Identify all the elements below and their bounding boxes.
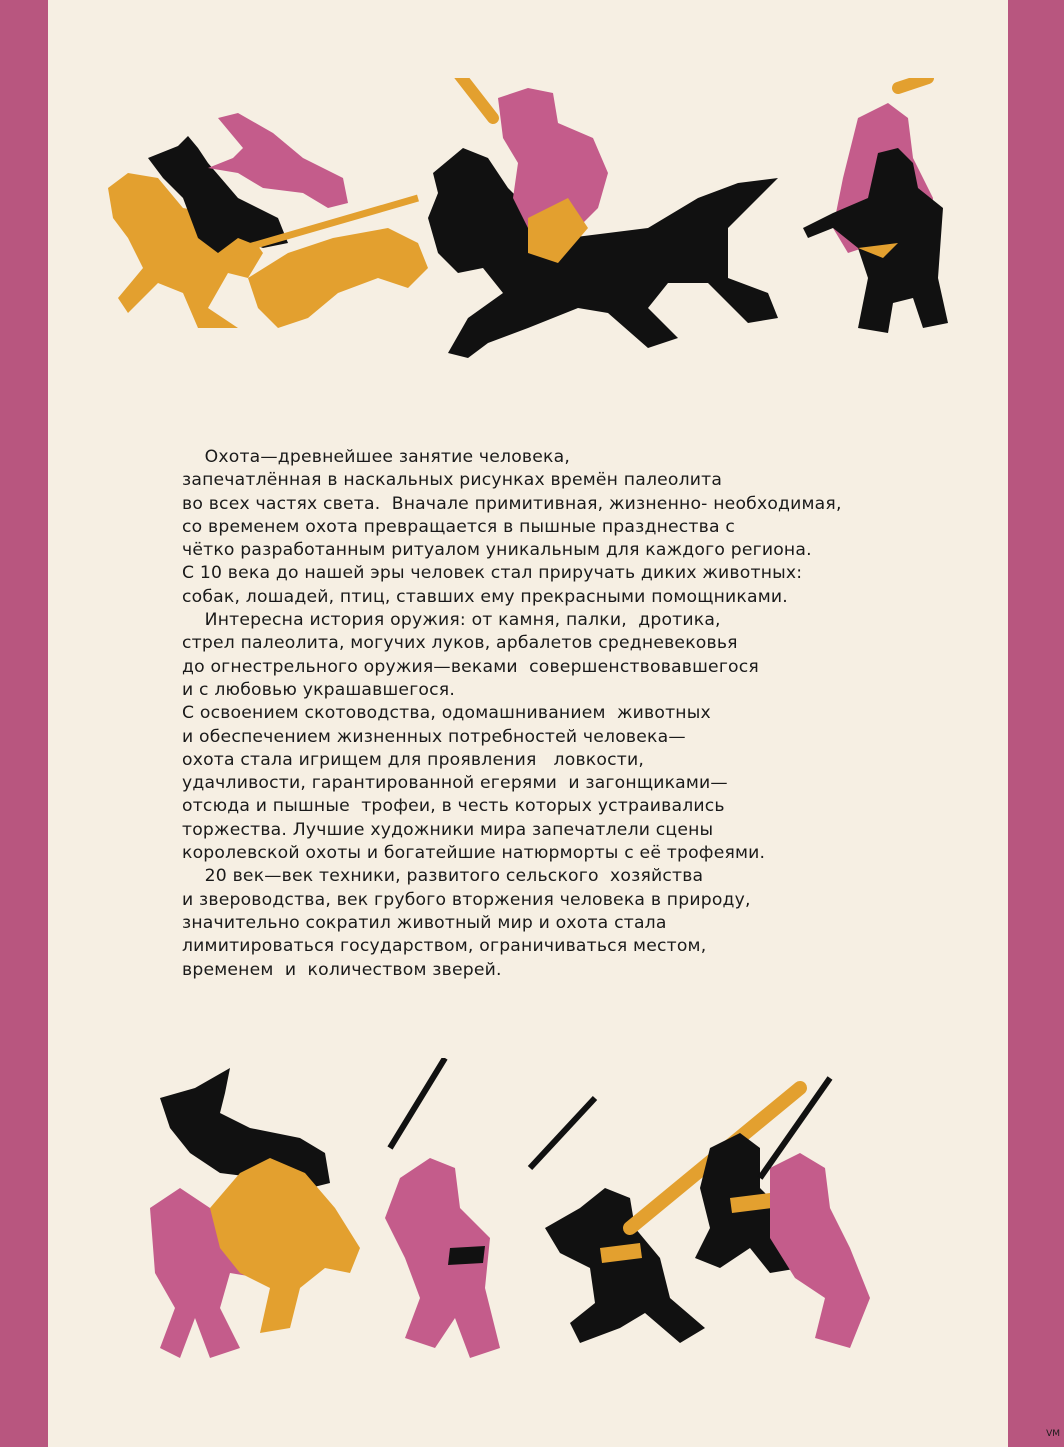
text-line: Охота—древнейшее занятие человека, (182, 447, 570, 467)
text-line: лимитироваться государством, ограничиваться местом, (182, 936, 707, 957)
corner-mark: VM (1046, 1429, 1060, 1439)
text-line: стрел палеолита, могучих луков, арбалетов средневековья (182, 633, 738, 654)
text-line: и звероводства, век грубого вторжения человека в природу, (182, 889, 751, 910)
text-line: С освоением скотоводства, одомашниванием животных (182, 703, 711, 724)
text-line: королевской охоты и богатейшие натюрморты с её трофеями. (182, 843, 766, 864)
text-line: удачливости, гарантированной егерями и загонщиками— (182, 773, 728, 794)
text-line: 20 век—век техники, развитого сельского хозяйства (182, 866, 704, 887)
text-line: значительно сократил животный мир и охота стала (182, 912, 667, 933)
text-line: во всех частях света. Вначале примитивная, жизненно- необходимая, (182, 493, 842, 514)
text-line: и с любовью украшавшегося. (182, 679, 455, 700)
text-line: до огнестрельного оружия—веками совершенствовавшегося (182, 656, 759, 677)
text-line: Интересна история оружия: от камня, палки, дротика, (182, 610, 721, 631)
text-line: собак, лошадей, птиц, ставших ему прекрасными помощниками. (182, 586, 788, 607)
text-line: и обеспечением жизненных потребностей человека— (182, 726, 686, 747)
text-line: запечатлённая в наскальных рисунках времён палеолита (182, 470, 723, 491)
beaters-chasing-deer-icon (150, 1058, 910, 1428)
text-line: охота стала игрищем для проявления ловкости, (182, 749, 644, 770)
text-line: отсюда и пышные трофеи, в честь которых устраивались (182, 796, 725, 817)
text-line: со временем охота превращается в пышные празднества с (182, 516, 736, 537)
hunting-scene-horseman-deer-icon (88, 78, 988, 398)
text-line: чётко разработанным ритуалом уникальным для каждого региона. (182, 540, 812, 561)
text-line: торжества. Лучшие художники мира запечатлели сцены (182, 819, 714, 840)
body-text (182, 446, 922, 982)
text-line: временем и количеством зверей. (182, 959, 502, 980)
text-line: С 10 века до нашей эры человек стал приручать диких животных: (182, 563, 803, 584)
